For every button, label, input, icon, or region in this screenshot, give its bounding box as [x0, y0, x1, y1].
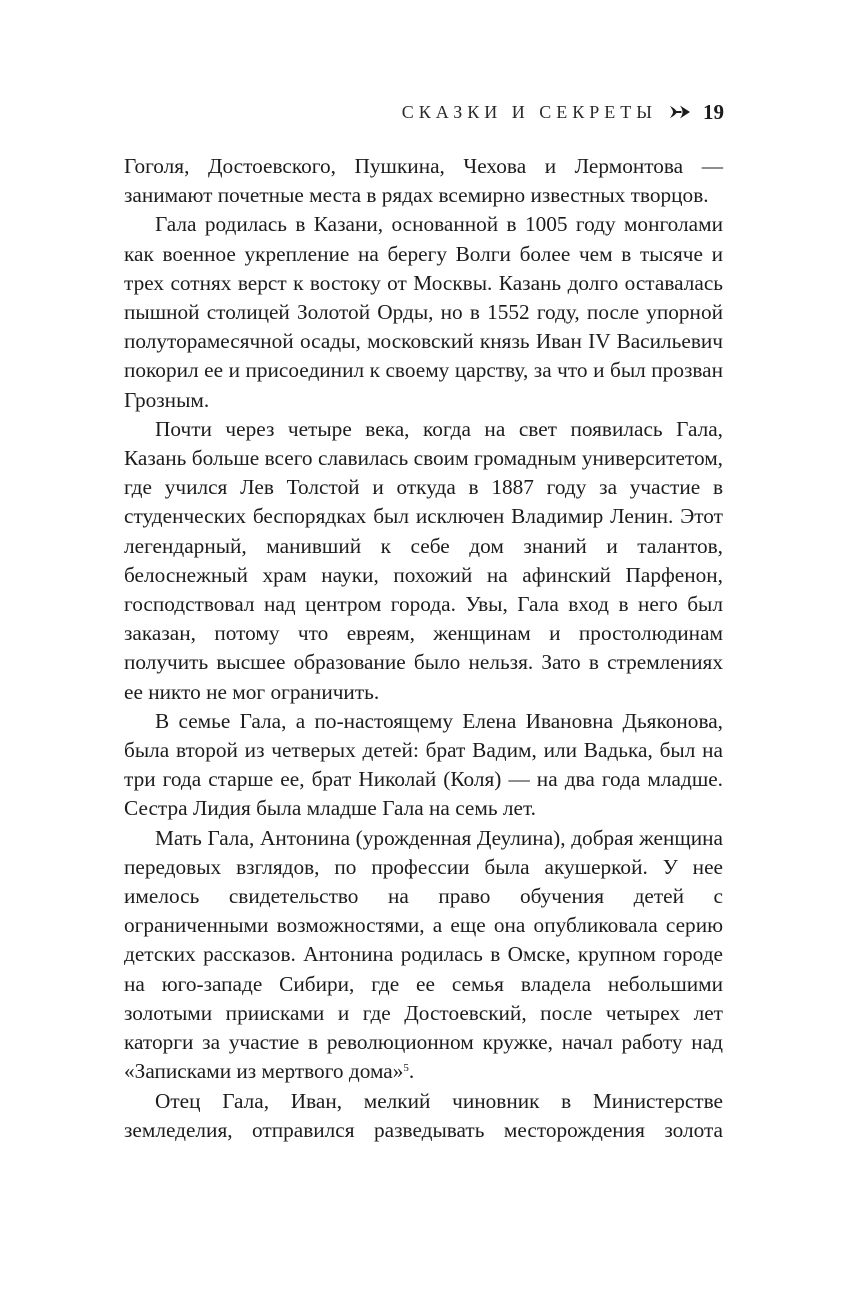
fleuron-arrow-icon: [669, 104, 691, 120]
page-number: 19: [703, 99, 724, 124]
running-head-title: СКАЗКИ И СЕКРЕТЫ: [401, 101, 657, 122]
paragraph-mother-end: .: [408, 1059, 415, 1084]
paragraph-family: В семье Гала, а по-настоящему Елена Ивановна Дьяконова, была второй из четверых детей: брат Вадим, или Вадька, был на три года старше ее, брат Николай (Коля) — на два года младше. Сестра Лидия была младше Гала на семь лет.: [124, 708, 723, 821]
footnote-mark[interactable]: 5: [403, 1062, 409, 1075]
paragraph-kazan: Гала родилась в Казани, основанной в 1005 году монголами как военное укрепление на берегу Волги более чем в тысяче и трех сотнях верст к востоку от Москвы. Казань долго оставалась пышной столицей Золотой Орды, но в 1552 году, после упорной полуторамесячной осады, московский князь Иван IV Васильевич покорил ее и присоединил к своему царству, за что и был прозван Грозным.: [124, 212, 723, 412]
paragraph-mother-text: Мать Гала, Антонина (урожденная Деулина), добрая женщина передовых взглядов, по профессии была акушеркой. У нее имелось свидетельство на право обучения детей с ограниченными возможностями, а еще она опубликовала серию детских рассказов. Антонина родилась в Омске, крупном городе на юго-западе Сибири, где ее семья владела небольшими золотыми приисками и где Достоевский, после четырех лет каторги за участие в революционном кружке, начал работу над «Записками из мертвого дома»: [124, 825, 723, 1084]
paragraph-university: Почти через четыре века, когда на свет появилась Гала, Казань больше всего славилась своим громадным университетом, где учился Лев Толстой и откуда в 1887 году за участие в студенческих беспорядках был исключен Владимир Ленин. Этот легендарный, манивший к себе дом знаний и талантов, белоснежный храм науки, похожий на афинский Парфенон, господствовал над центром города. Увы, Гала вход в него был заказан, потому что евреям, женщинам и простолюдинам получить высшее образование было нельзя. Зато в стремлениях ее никто не мог ограничить.: [124, 416, 723, 704]
paragraph-continued: Гоголя, Достоевского, Пушкина, Чехова и Лермонтова — занимают почетные места в рядах всемирно известных творцов.: [124, 154, 723, 208]
body-text: [124, 152, 723, 1145]
running-head: [402, 94, 724, 130]
paragraph-mother: [124, 824, 723, 1087]
paragraph-father: Отец Гала, Иван, мелкий чиновник в Министерстве земледелия, отправился разведывать месторождения золота: [124, 1088, 723, 1142]
